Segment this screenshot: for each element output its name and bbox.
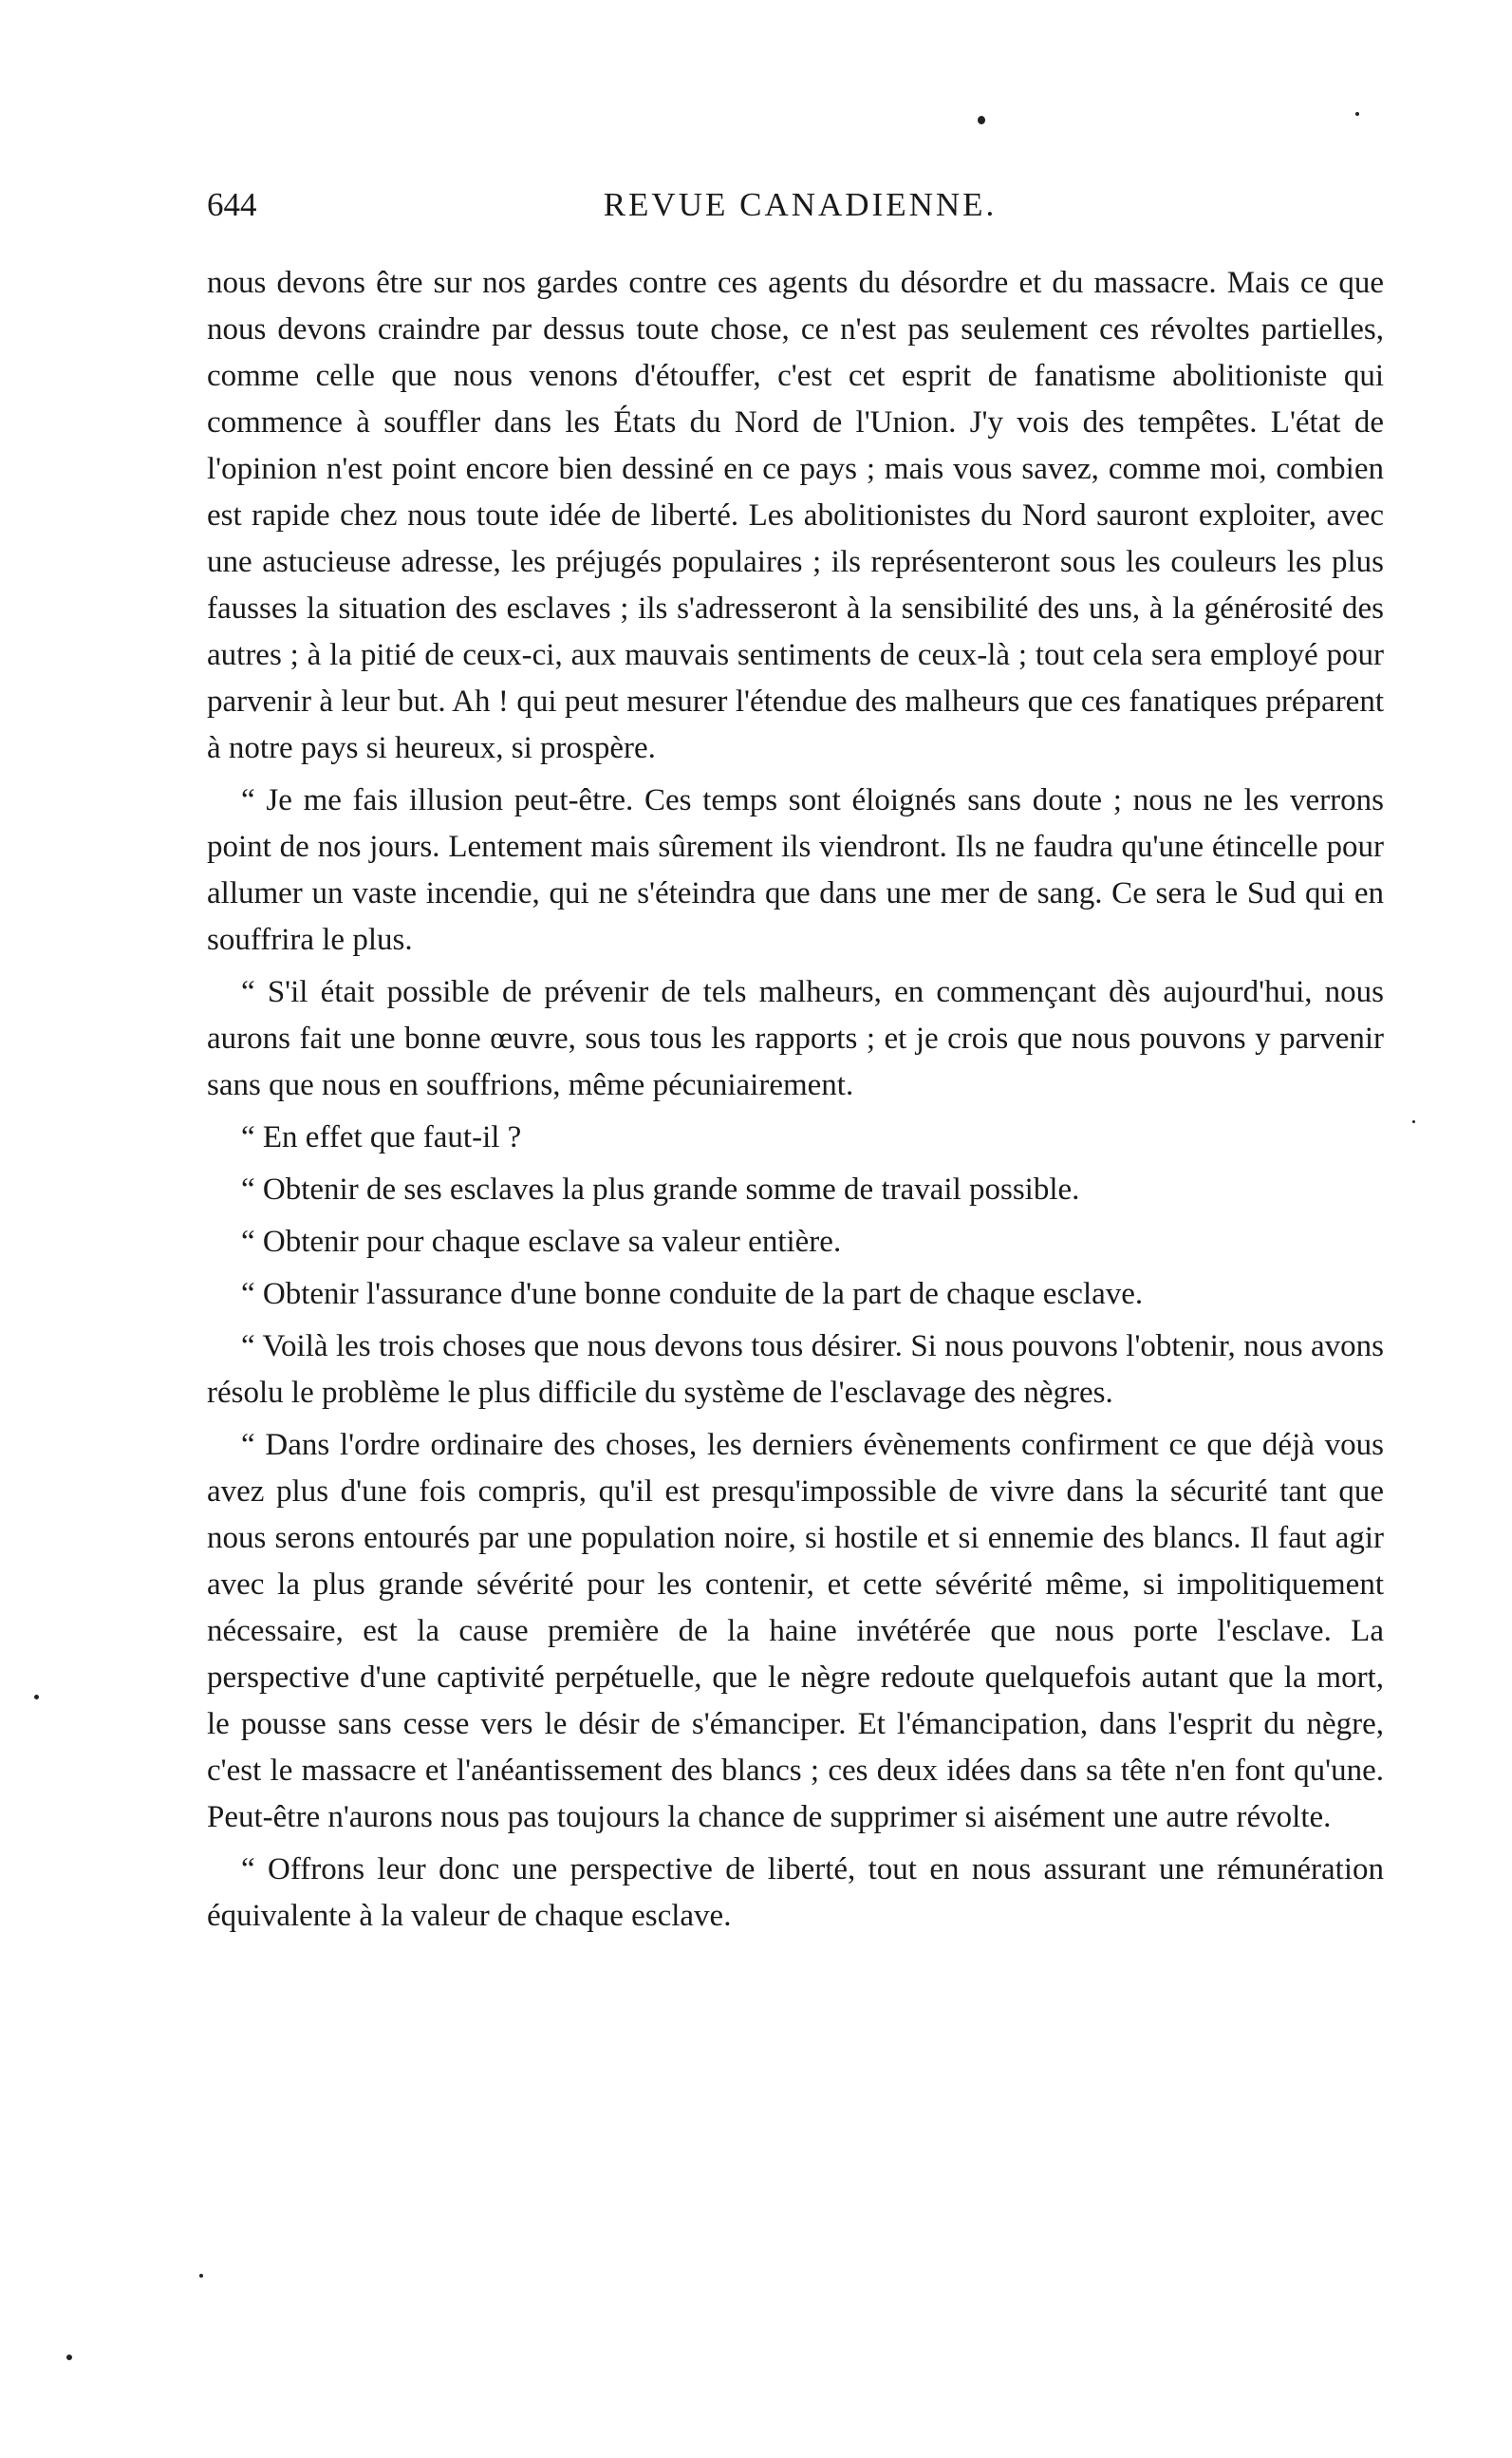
scan-speck	[1412, 1120, 1415, 1123]
paragraph: “ Je me fais illusion peut-être. Ces temps sont éloignés sans doute ; nous ne les verrons point de nos jours. Lentement mais sûrement ils viendront. Ils ne faudra qu'une étincelle pour allumer un vaste incendie, qui ne s'éteindra que dans une mer de sang. Ce sera le Sud qui en souffrira le plus.	[207, 783, 1384, 957]
paragraph: “ Obtenir de ses esclaves la plus grande somme de travail possible.	[241, 1173, 1080, 1207]
scan-speck	[978, 116, 985, 124]
paragraph: “ Obtenir l'assurance d'une bonne conduite de la part de chaque esclave.	[241, 1277, 1144, 1311]
scan-speck	[66, 2355, 72, 2360]
scan-speck	[199, 2274, 203, 2278]
paragraph: “ Obtenir pour chaque esclave sa valeur entière.	[241, 1225, 842, 1259]
paragraph: nous devons être sur nos gardes contre ces agents du désordre et du massacre. Mais ce que nous devons craindre par dessus toute chose, ce n'est pas seulement ces révoltes partielles, comme celle que nous venons d'étouffer, c'est cet esprit de fanatisme abolitioniste qui commence à souffler dans les États du Nord de l'Union. J'y vois des tempêtes. L'état de l'opinion n'est point encore bien dessiné en ce pays ; mais vous savez, comme moi, combien est rapide chez nous toute idée de liberté. Les abolitionistes du Nord sauront exploiter, avec une astucieuse adresse, les préjugés populaires ; ils représenteront sous les couleurs les plus fausses la situation des esclaves ; ils s'adresseront à la sensibilité des uns, à la générosité des autres ; à la pitié de ceux-ci, aux mauvais sentiments de ceux-là ; tout cela sera employé pour parvenir à leur but. Ah ! qui peut mesurer l'étendue des malheurs que ces fanatiques préparent à notre pays si heureux, si prospère.	[207, 266, 1384, 765]
scan-speck	[1355, 112, 1359, 116]
paragraph: “ Voilà les trois choses que nous devons tous désirer. Si nous pouvons l'obtenir, nous avons résolu le problème le plus difficile du système de l'esclavage des nègres.	[207, 1329, 1384, 1410]
paragraph: “ Offrons leur donc une perspective de liberté, tout en nous assurant une rémunération équivalente à la valeur de chaque esclave.	[207, 1852, 1384, 1933]
paragraph: “ S'il était possible de prévenir de tels malheurs, en commençant dès aujourd'hui, nous aurons fait une bonne œuvre, sous tous les rapports ; et je crois que nous pouvons y parvenir sans que nous en souffrions, même pécuniairement.	[207, 975, 1384, 1102]
body-text	[207, 260, 1384, 1945]
scan-speck	[34, 1695, 39, 1699]
running-title: REVUE CANADIENNE.	[603, 186, 998, 223]
page-number: 644	[207, 186, 257, 223]
paragraph: “ En effet que faut-il ?	[241, 1120, 522, 1154]
paragraph: “ Dans l'ordre ordinaire des choses, les derniers évènements confirment ce que déjà vous avez plus d'une fois compris, qu'il est presqu'impossible de vivre dans la sécurité tant que nous serons entourés par une population noire, si hostile et si ennemie des blancs. Il faut agir avec la plus grande sévérité pour les contenir, et cette sévérité même, si impolitiquement nécessaire, est la cause première de la haine invétérée que nous porte l'esclave. La perspective d'une captivité perpétuelle, que le nègre redoute quelquefois autant que la mort, le pousse sans cesse vers le désir de s'émanciper. Et l'émancipation, dans l'esprit du nègre, c'est le massacre et l'anéantissement des blancs ; ces deux idées dans sa tête n'en font qu'une. Peut-être n'aurons nous pas toujours la chance de supprimer si aisément une autre révolte.	[207, 1428, 1384, 1834]
page-header	[207, 186, 1393, 234]
